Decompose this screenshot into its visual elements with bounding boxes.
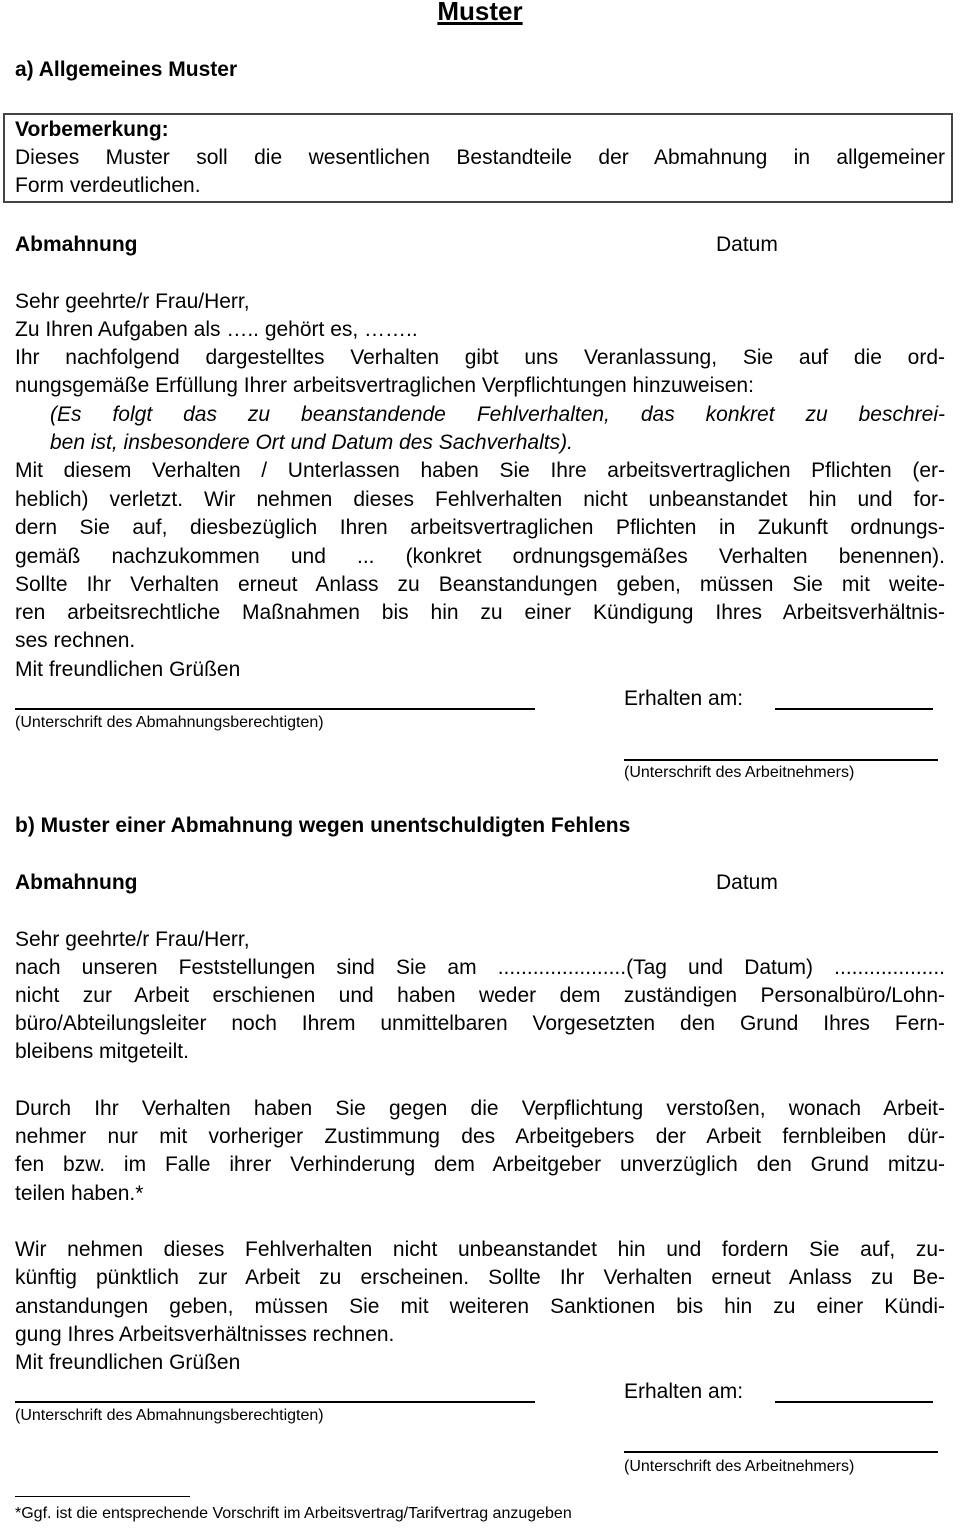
text-line: heblich) verletzt. Wir nehmen dieses Fehlverhalten nicht unbeanstandet hin und for- xyxy=(15,488,945,511)
text-line: büro/Abteilungsleiter noch Ihrem unmittelbaren Vorgesetzten den Grund Ihres Fern- xyxy=(15,1012,945,1035)
text-line: Durch Ihr Verhalten haben Sie gegen die Verpflichtung verstoßen, wonach Arbeit- xyxy=(15,1097,945,1120)
text-line: Ihr nachfolgend dargestelltes Verhalten gibt uns Veranlassung, Sie auf die ord- xyxy=(15,346,945,369)
text-line: künftig pünktlich zur Arbeit zu erscheinen. Sollte Ihr Verhalten erneut Anlass zu Be- xyxy=(15,1266,945,1289)
date-label-b: Datum xyxy=(716,871,778,894)
note-line: Dieses Muster soll die wesentlichen Bestandteile der Abmahnung in allgemeiner xyxy=(15,146,945,169)
employee-signature-label-b: (Unterschrift des Arbeitnehmers) xyxy=(624,1458,855,1475)
section-a-heading: a) Allgemeines Muster xyxy=(15,58,238,81)
text-line: Zu Ihren Aufgaben als ….. gehört es, …….. xyxy=(15,318,418,341)
employer-signature-label-a: (Unterschrift des Abmahnungsberechtigten) xyxy=(15,714,324,731)
received-label-a: Erhalten am: xyxy=(624,687,744,710)
text-line: ses rechnen. xyxy=(15,629,136,652)
section-b-heading: b) Muster einer Abmahnung wegen unentschuldigten Fehlens xyxy=(15,814,631,837)
document-title: Muster xyxy=(437,0,523,26)
text-line: gemäß nachzukommen und ... (konkret ordnungsgemäßes Verhalten benennen). xyxy=(15,545,945,568)
date-label-a: Datum xyxy=(716,233,778,256)
text-line: dern Sie auf, diesbezüglich Ihren arbeitsvertraglichen Pflichten in Zukunft ordnungs- xyxy=(15,516,945,539)
text-line: nicht zur Arbeit erschienen und haben weder dem zuständigen Personalbüro/Lohn- xyxy=(15,984,945,1007)
subject-a: Abmahnung xyxy=(15,233,138,256)
footnote-separator xyxy=(15,1496,190,1497)
text-line: fen bzw. im Falle ihrer Verhinderung dem Arbeitgeber unverzüglich den Grund mitzu- xyxy=(15,1153,945,1176)
text-line: ren arbeitsrechtliche Maßnahmen bis hin zu einer Kündigung Ihres Arbeitsverhältnis- xyxy=(15,601,945,624)
text-line: nehmer nur mit vorheriger Zustimmung des Arbeitgebers der Arbeit fernbleiben dür- xyxy=(15,1125,945,1148)
text-line: Sollte Ihr Verhalten erneut Anlass zu Beanstandungen geben, müssen Sie mit weite- xyxy=(15,573,945,596)
text-line: (Es folgt das zu beanstandende Fehlverhalten, das konkret zu beschrei- xyxy=(50,403,945,426)
received-label-b: Erhalten am: xyxy=(624,1380,744,1403)
employer-signature-label-b: (Unterschrift des Abmahnungsberechtigten) xyxy=(15,1407,324,1424)
text-line: nungsgemäße Erfüllung Ihrer arbeitsvertraglichen Verpflichtungen hinzuweisen: xyxy=(15,374,754,397)
text-line: Mit diesem Verhalten / Unterlassen haben Sie Ihre arbeitsvertraglichen Pflichten (er- xyxy=(15,459,945,482)
text-line: nach unseren Feststellungen sind Sie am ......................(Tag und Datum) ................... xyxy=(15,956,945,979)
text-line: teilen haben.* xyxy=(15,1182,144,1205)
closing-b: Mit freundlichen Grüßen xyxy=(15,1351,241,1374)
note-line: Form verdeutlichen. xyxy=(15,174,201,197)
text-line: Sehr geehrte/r Frau/Herr, xyxy=(15,290,250,313)
text-line: ben ist, insbesondere Ort und Datum des Sachverhalts). xyxy=(50,431,573,454)
closing-a: Mit freundlichen Grüßen xyxy=(15,658,241,681)
note-title: Vorbemerkung: xyxy=(15,118,169,141)
received-date-line-a[interactable] xyxy=(775,708,933,710)
text-line: Sehr geehrte/r Frau/Herr, xyxy=(15,928,250,951)
text-line: bleibens mitgeteilt. xyxy=(15,1040,189,1063)
received-date-line-b[interactable] xyxy=(775,1401,933,1403)
employee-signature-label-a: (Unterschrift des Arbeitnehmers) xyxy=(624,764,855,781)
text-line: anstandungen geben, müssen Sie mit weiteren Sanktionen bis hin zu einer Kündi- xyxy=(15,1295,945,1318)
footnote: *Ggf. ist die entsprechende Vorschrift im Arbeitsvertrag/Tarifvertrag anzugeben xyxy=(15,1505,572,1522)
subject-b: Abmahnung xyxy=(15,871,138,894)
text-line: Wir nehmen dieses Fehlverhalten nicht unbeanstandet hin und fordern Sie auf, zu- xyxy=(15,1238,945,1261)
text-line: gung Ihres Arbeitsverhältnisses rechnen. xyxy=(15,1323,395,1346)
